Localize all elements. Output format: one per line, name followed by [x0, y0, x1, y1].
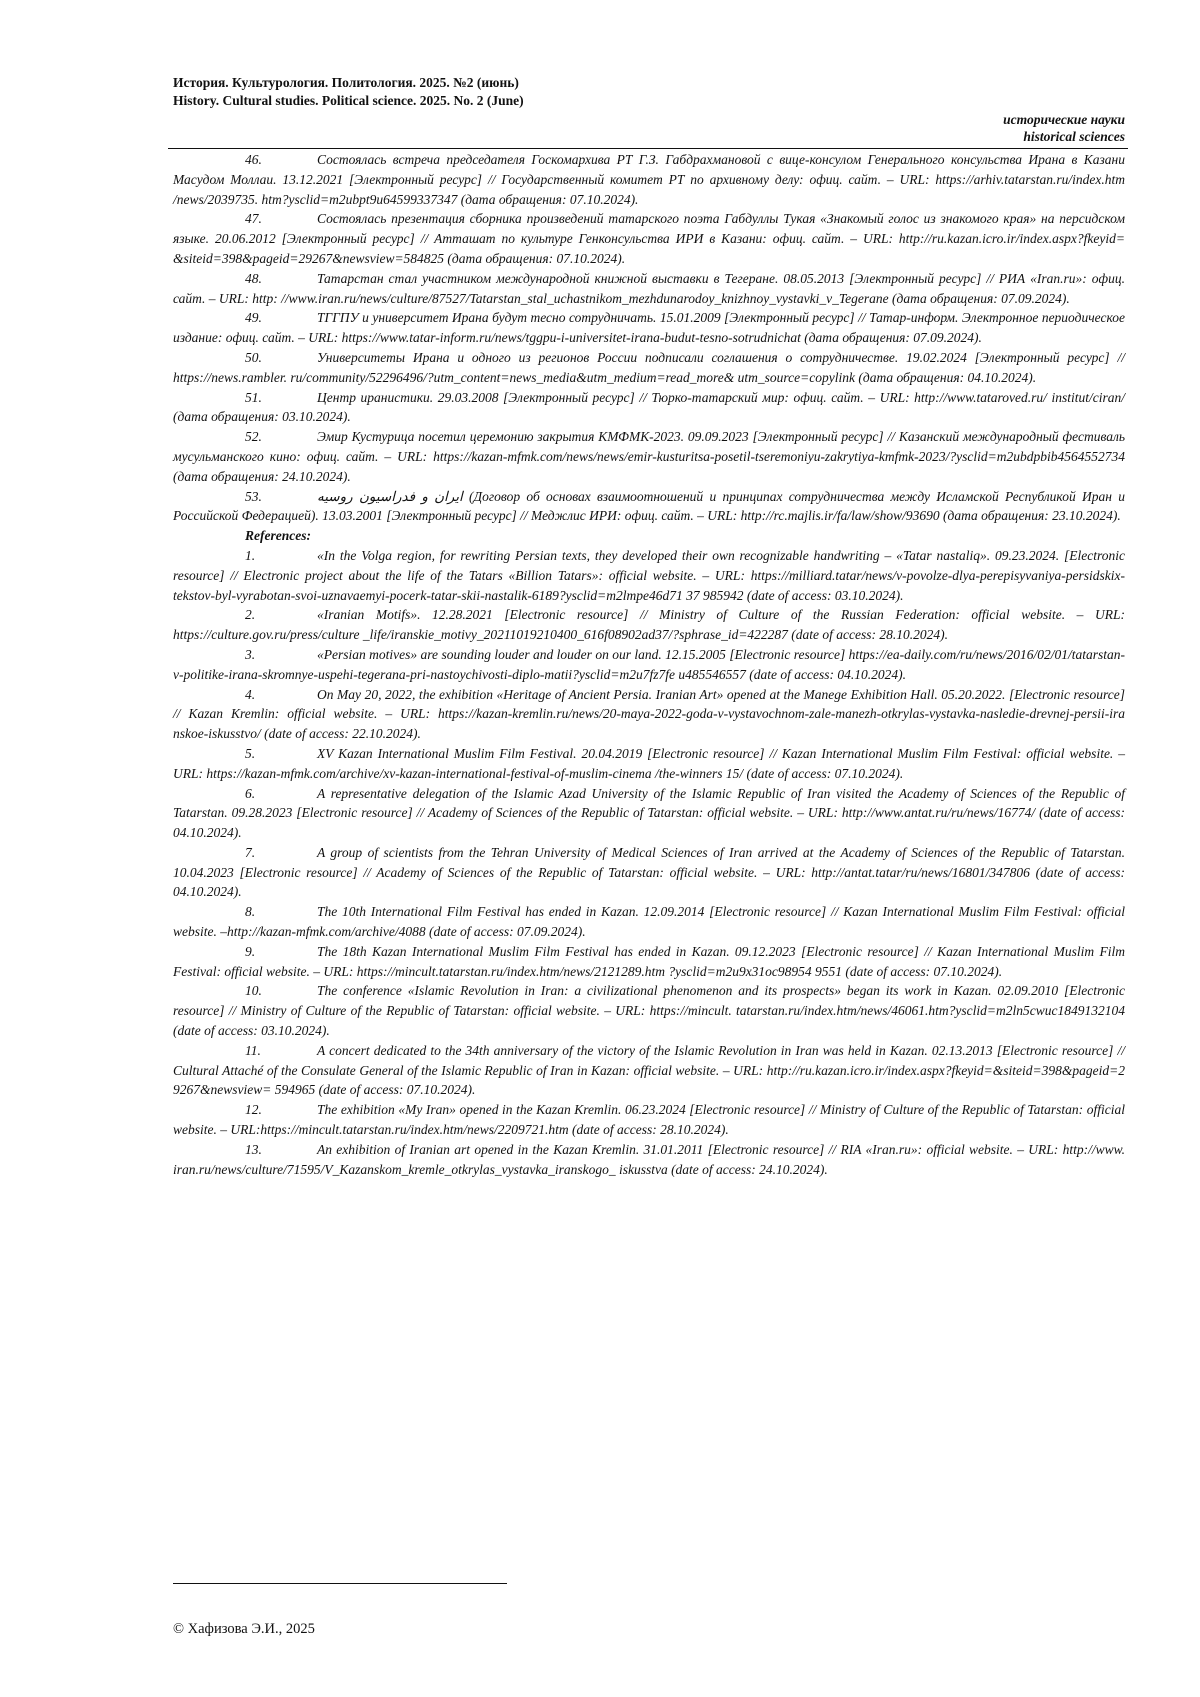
entry-text: Центр иранистики. 29.03.2008 [Электронный ресурс] // Тюрко-татарский мир: офиц. сайт. – URL: http://www.tataroved.ru/ institut/ciran/ (дата обращения: 03.10.2024).	[173, 389, 1125, 425]
journal-header-en: History. Cultural studies. Political science. 2025. No. 2 (June)	[173, 93, 524, 108]
reference-entry	[173, 605, 1125, 645]
reference-entry	[173, 645, 1125, 685]
entry-number: 2.	[245, 607, 256, 623]
entry-text: XV Kazan International Muslim Film Festival. 20.04.2019 [Electronic resource] // Kazan International Muslim Film Festival: official website. – URL: https://kazan-mfmk.com/archive/xv-kazan-international-festival-of-muslim-cinema /the-winners 15/ (date of access: 07.10.2024).	[173, 745, 1125, 781]
reference-entry	[173, 744, 1125, 784]
reference-entry	[173, 1140, 1125, 1180]
section-label-ru: исторические науки	[1003, 112, 1125, 127]
reference-entry	[173, 427, 1125, 486]
reference-entry	[173, 1041, 1125, 1100]
entry-text: «Iranian Motifs». 12.28.2021 [Electronic resource] // Ministry of Culture of the Russian Federation: official website. – URL: https://culture.gov.ru/press/culture _life/iranskie_motivy_20211019210400_616f08902ad37/?sphrase_id=422287 (date of access: 28.10.2024).	[173, 607, 1125, 643]
entry-text: Татарстан стал участником международной книжной выставки в Тегеране. 08.05.2013 [Электронный ресурс] // РИА «Iran.ru»: офиц. сайт. – URL: http: //www.iran.ru/news/culture/87527/Tatarstan_stal_uchastnikom_mezhdunarodoy_knizhnoy_vystavki_v_Tegerane (дата обращения: 07.09.2024).	[173, 270, 1125, 306]
references-list	[173, 546, 1125, 1180]
reference-entry	[173, 546, 1125, 605]
entry-text: On May 20, 2022, the exhibition «Heritage of Ancient Persia. Iranian Art» opened at the Manege Exhibition Hall. 05.20.2022. [Electronic resource] // Kazan Kremlin: official website. – URL: https://kazan-kremlin.ru/news/20-maya-2022-goda-v-vystavochnom-zale-manezh-otkrylas-vystavka-nasledie-drevnej-persii-ira nskoe-iskusstvo/ (date of access: 22.10.2024).	[173, 686, 1125, 742]
entry-text: A representative delegation of the Islamic Azad University of the Islamic Republic of Iran visited the Academy of Sciences of the Republic of Tatarstan. 09.28.2023 [Electronic resource] // Academy of Sciences of the Republic of Tatarstan: official website. – URL: http://www.antat.ru/ru/news/16774/ (date of access: 04.10.2024).	[173, 785, 1125, 841]
entry-number: 13.	[245, 1141, 262, 1157]
entry-text: Состоялась встреча председателя Госкомархива РТ Г.З. Габдрахмановой с вице-консулом Генерального консульства Ирана в Казани Масудом Моллаи. 13.12.2021 [Электронный ресурс] // Государственный комитет РТ по архивному делу: офиц. сайт. – URL: https://arhiv.tatarstan.ru/index.htm /news/2039735. htm?ysclid=m2ubpt9u64599337347 (дата обращения: 07.10.2024).	[173, 152, 1125, 207]
entry-number: 53.	[245, 488, 262, 504]
entry-number: 47.	[245, 211, 262, 227]
reference-entry	[173, 209, 1125, 268]
entry-number: 51.	[245, 389, 262, 405]
references-heading: References:	[245, 528, 311, 544]
entry-text: «In the Volga region, for rewriting Persian texts, they developed their own recognizable handwriting – «Tatar nastaliq». 09.23.2024. [Electronic resource] // Electronic project about the life of the Tatars «Billion Tatars»: official website. – URL: https://milliard.tatar/news/v-povolze-dlya-perepisyvaniya-persidskix-tekstov-byl-vyrabotan-svoi-uznavaemyi-pocerk-tatar-skii-nastalik-6189?ysclid=m2lmpe46d71 37 985942 (date of access: 03.10.2024).	[173, 547, 1125, 603]
entry-text: The exhibition «My Iran» opened in the Kazan Kremlin. 06.23.2024 [Electronic resource] // Ministry of Culture of the Republic of Tatarstan: official website. – URL:https://mincult.tatarstan.ru/index.htm/news/2209721.htm (date of access: 28.10.2024).	[173, 1102, 1125, 1138]
reference-entry	[173, 942, 1125, 982]
entry-number: 49.	[245, 310, 262, 326]
entry-text: An exhibition of Iranian art opened in the Kazan Kremlin. 31.01.2011 [Electronic resource] // RIA «Iran.ru»: official website. – URL: http://www. iran.ru/news/culture/71595/V_Kazanskom_kremle_otkrylas_vystavka_iranskogo_ iskusstva (date of access: 24.10.2024).	[173, 1141, 1125, 1177]
entry-number: 52.	[245, 429, 262, 445]
reference-entry	[173, 843, 1125, 902]
entry-text: A concert dedicated to the 34th anniversary of the victory of the Islamic Revolution in Iran was held in Kazan. 02.13.2013 [Electronic resource] // Cultural Attaché of the Consulate General of the Islamic Republic of Iran in Kazan: official website. – URL: http://ru.kazan.icro.ir/index.aspx?fkeyid=&siteid=398&pageid=2 9267&newsview= 594965 (date of access: 07.10.2024).	[173, 1042, 1125, 1098]
entry-number: 11.	[245, 1042, 261, 1058]
entry-number: 12.	[245, 1102, 262, 1118]
entry-text: ТГГПУ и университет Ирана будут тесно сотрудничать. 15.01.2009 [Электронный ресурс] // Татар-информ. Электронное периодическое издание: офиц. сайт. – URL: https://www.tatar-inform.ru/news/tggpu-i-universitet-irana-budut-tesno-sotrudnichat (дата обращения: 07.09.2024).	[173, 310, 1125, 346]
entry-number: 48.	[245, 270, 262, 286]
reference-entry	[173, 487, 1125, 527]
entry-number: 7.	[245, 844, 256, 860]
entry-text: The 10th International Film Festival has ended in Kazan. 12.09.2014 [Electronic resource] // Kazan International Muslim Film Festival: official website. –http://kazan-mfmk.com/archive/4088 (date of access: 07.09.2024).	[173, 904, 1125, 940]
reference-entry	[173, 685, 1125, 744]
entry-number: 9.	[245, 943, 256, 959]
entry-text: ایران و فدراسیون روسیه (Договор об основах взаимоотношений и принципах сотрудничества между Исламской Республикой Иран и Российской Федерацией). 13.03.2001 [Электронный ресурс] // Меджлис ИРИ: офиц. сайт. – URL: http://rc.majlis.ir/fa/law/show/93690 (дата обращения: 23.10.2024).	[173, 488, 1125, 524]
header-rule	[168, 148, 1128, 149]
section-label-en: historical sciences	[1023, 129, 1125, 144]
entry-text: Эмир Кустурица посетил церемонию закрытия КМФМК-2023. 09.09.2023 [Электронный ресурс] // Казанский международный фестиваль мусульманского кино: офиц. сайт. – URL: https://kazan-mfmk.com/news/news/emir-kusturitsa-posetil-tseremoniyu-zakrytiya-kmfmk-2023/?ysclid=m2ubdpbib4564552734 (дата обращения: 24.10.2024).	[173, 429, 1125, 484]
entry-number: 3.	[245, 646, 256, 662]
reference-entry	[173, 150, 1125, 209]
reference-entry	[173, 269, 1125, 309]
journal-header-ru: История. Культурология. Политология. 2025. №2 (июнь)	[173, 75, 519, 90]
entry-text: «Persian motives» are sounding louder and louder on our land. 12.15.2005 [Electronic resource] https://ea-daily.com/ru/news/2016/02/01/tatarstan-v-politike-irana-skromnye-uspehi-tegerana-pri-nastoychivosti-diplo-matii?ysclid=m2u7fz7fe u485546557 (date of access: 04.10.2024).	[173, 646, 1125, 682]
reference-entry	[173, 784, 1125, 843]
sources-list	[173, 150, 1125, 526]
reference-entry	[173, 1100, 1125, 1140]
entry-text: Университеты Ирана и одного из регионов России подписали соглашения о сотрудничестве. 19.02.2024 [Электронный ресурс] // https://news.rambler. ru/community/52296496/?utm_content=news_media&utm_medium=read_more& utm_source=copylink (дата обращения: 04.10.2024).	[173, 349, 1125, 385]
copyright-note: © Хафизова Э.И., 2025	[173, 1621, 315, 1637]
entry-text: Состоялась презентация сборника произведений татарского поэта Габдуллы Тукая «Знакомый голос из знакомого края» на персидском языке. 20.06.2012 [Электронный ресурс] // Атташат по культуре Генконсульства ИРИ в Казани: офиц. сайт. – URL: http://ru.kazan.icro.ir/index.aspx?fkeyid= &siteid=398&pageid=29267&newsview=584825 (дата обращения: 07.10.2024).	[173, 211, 1125, 266]
reference-entry	[173, 981, 1125, 1040]
entry-number: 10.	[245, 983, 262, 999]
reference-entry	[173, 902, 1125, 942]
entry-text: A group of scientists from the Tehran University of Medical Sciences of Iran arrived at the Academy of Sciences of the Republic of Tatarstan. 10.04.2023 [Electronic resource] // Academy of Sciences of the Republic of Tatarstan: official website. – URL: http://antat.tatar/ru/news/16801/347806 (date of access: 04.10.2024).	[173, 844, 1125, 900]
entry-number: 6.	[245, 785, 256, 801]
reference-list	[173, 150, 1125, 1179]
reference-entry	[173, 388, 1125, 428]
entry-number: 50.	[245, 349, 262, 365]
entry-text: The 18th Kazan International Muslim Film Festival has ended in Kazan. 09.12.2023 [Electronic resource] // Kazan International Muslim Film Festival: official website. – URL: https://mincult.tatarstan.ru/index.htm/news/2121289.htm ?ysclid=m2u9x31oc98954 9551 (date of access: 07.10.2024).	[173, 943, 1125, 979]
footnote-rule	[173, 1583, 507, 1584]
entry-text: The conference «Islamic Revolution in Iran: a civilizational phenomenon and its prospects» began its work in Kazan. 02.09.2010 [Electronic resource] // Ministry of Culture of the Republic of Tatarstan: official website. – URL: https://mincult. tatarstan.ru/index.htm/news/46061.htm?ysclid=m2ln5cwuc1849132104 (date of access: 03.10.2024).	[173, 983, 1125, 1039]
reference-entry	[173, 308, 1125, 348]
entry-number: 5.	[245, 745, 256, 761]
reference-entry	[173, 348, 1125, 388]
entry-number: 4.	[245, 686, 256, 702]
entry-number: 1.	[245, 547, 256, 563]
entry-number: 8.	[245, 904, 256, 920]
entry-number: 46.	[245, 152, 262, 167]
